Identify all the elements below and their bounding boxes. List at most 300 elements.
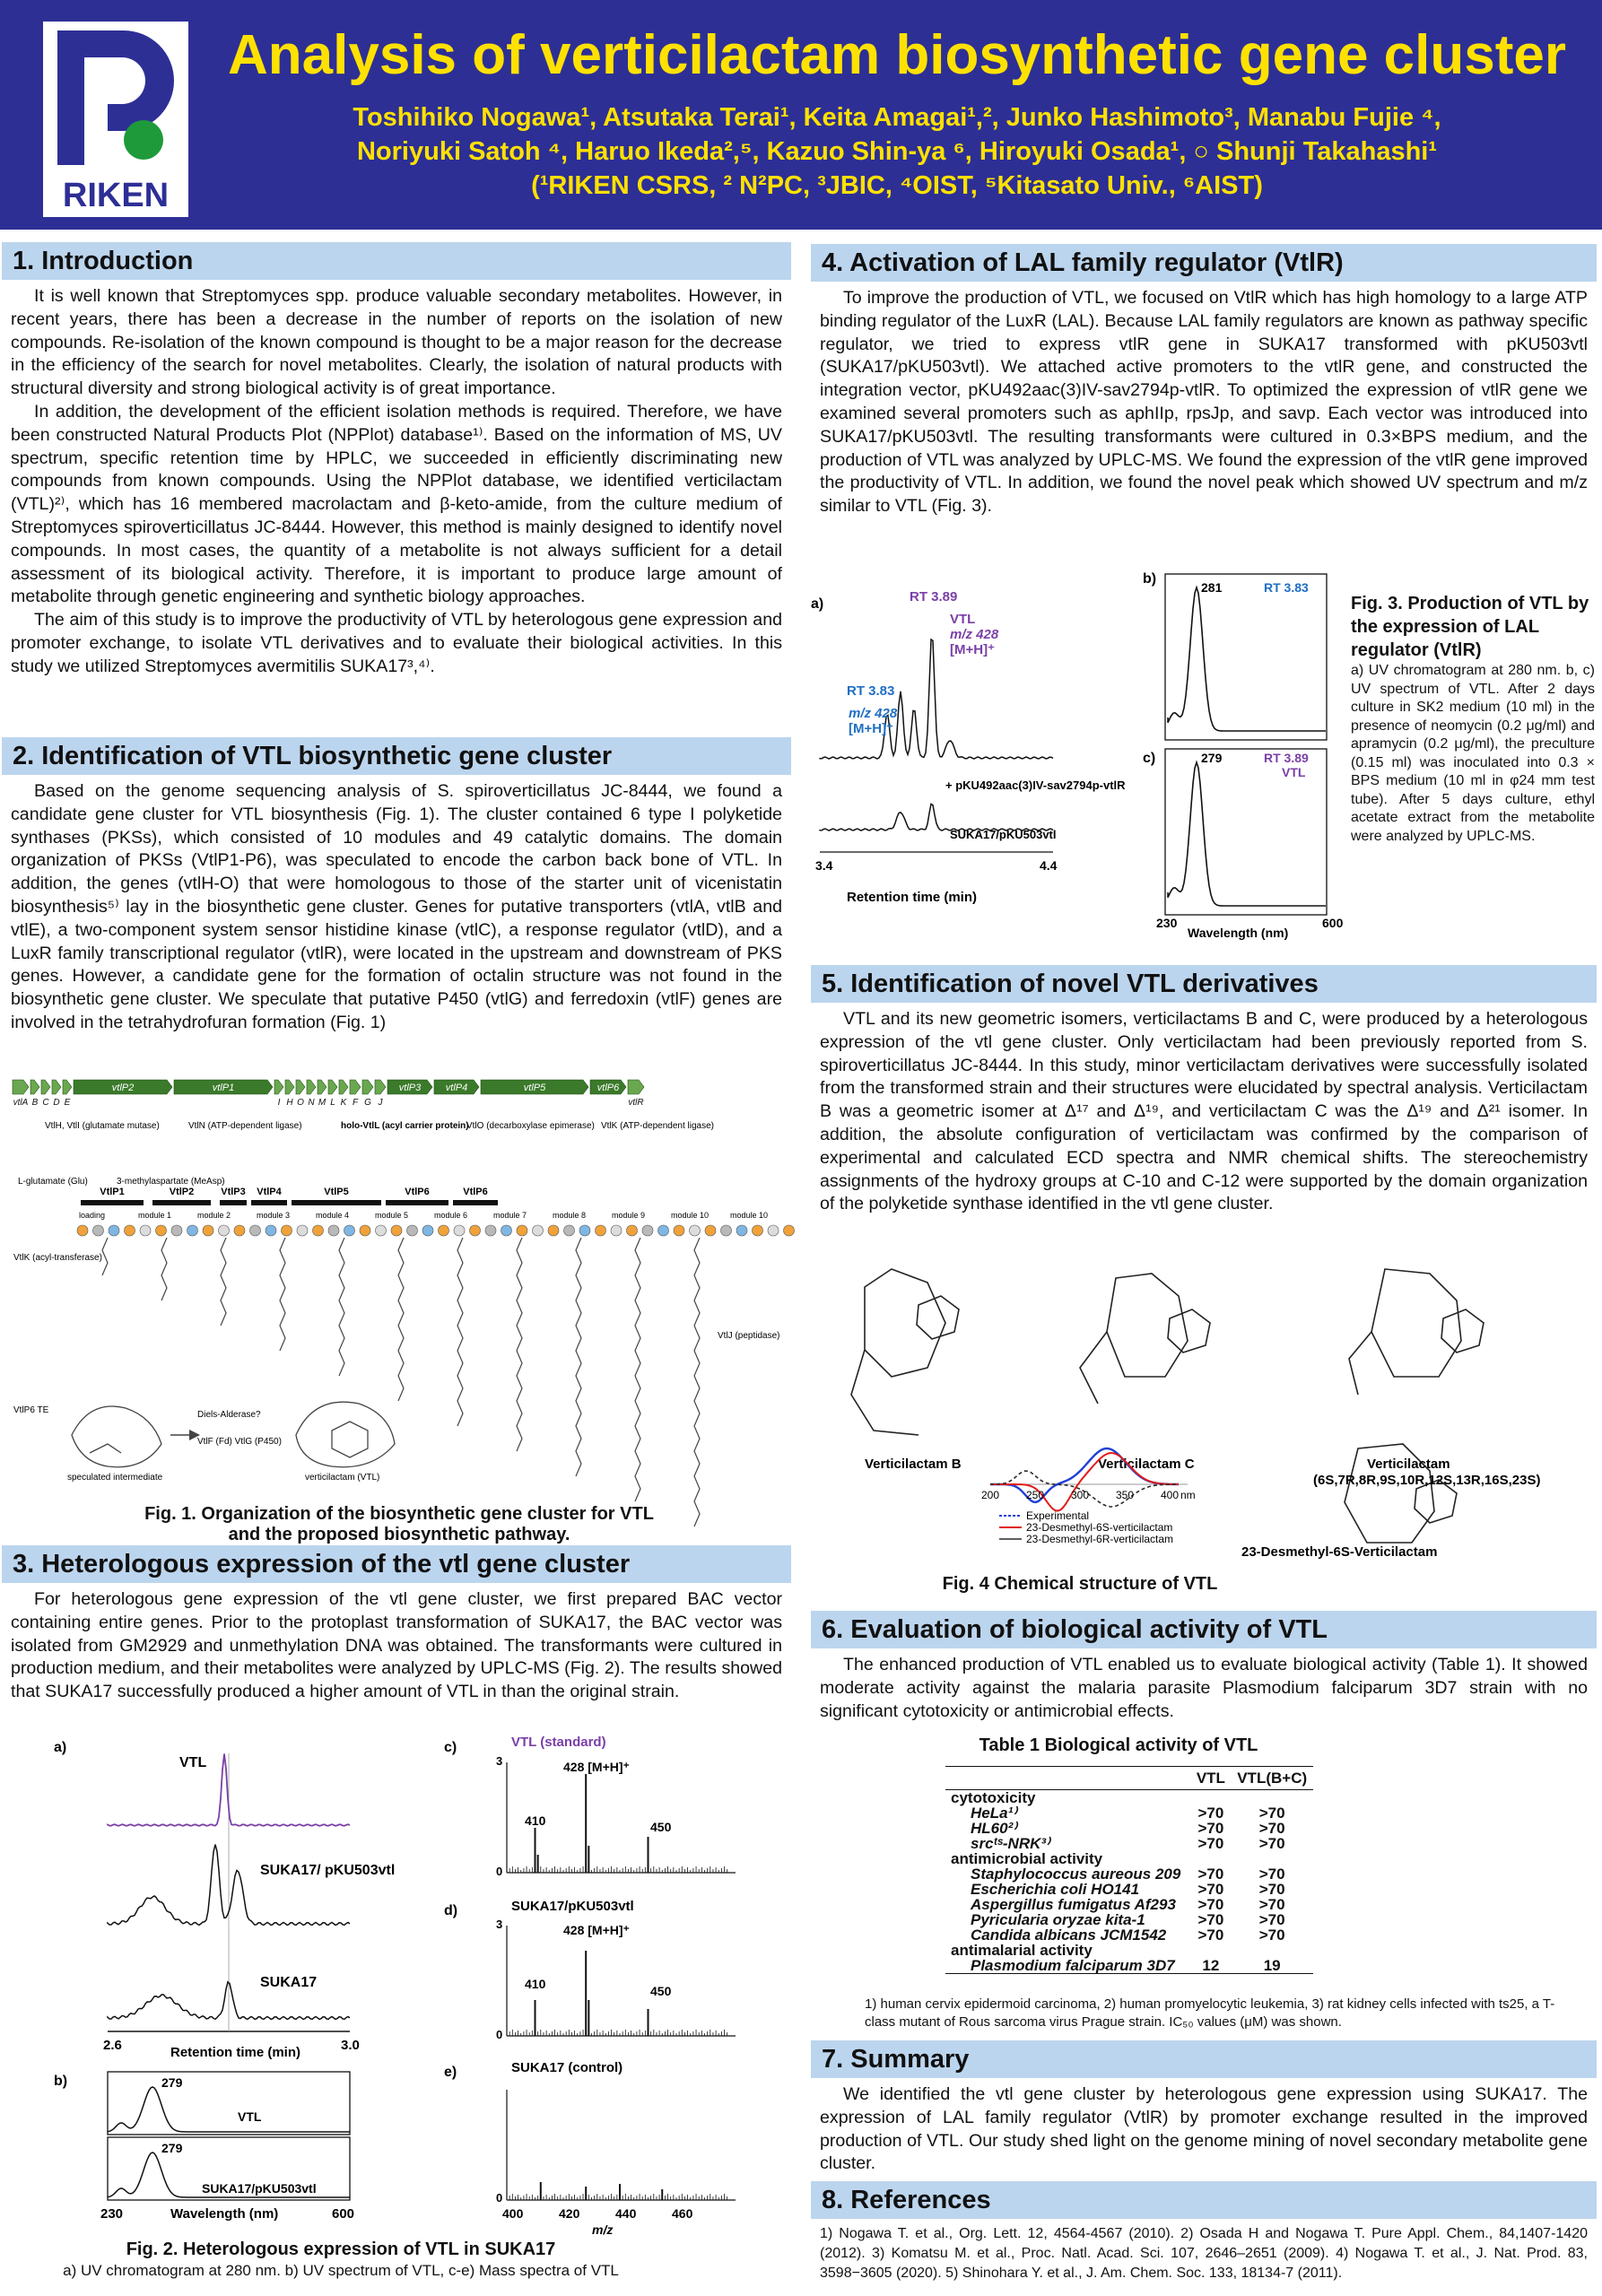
section-body bbox=[811, 1003, 1597, 1216]
row-label: Escherichia coli HO141 bbox=[971, 1881, 1140, 1898]
domain bbox=[501, 1225, 512, 1236]
row-value: >70 bbox=[1258, 1896, 1285, 1913]
module-label: module 9 bbox=[612, 1211, 646, 1220]
section-title: 1. Introduction bbox=[2, 242, 791, 280]
peak-label: 410 bbox=[525, 1813, 546, 1828]
pks-segment bbox=[292, 1200, 381, 1205]
table-row bbox=[945, 1958, 1313, 1974]
gene-label: vtlA bbox=[13, 1098, 29, 1108]
ms-title: VTL (standard) bbox=[511, 1735, 606, 1750]
ytick: 0 bbox=[496, 2028, 503, 2041]
trace-label: SUKA17 bbox=[260, 1975, 318, 1990]
gene-label: B bbox=[31, 1098, 39, 1108]
riken-logo bbox=[43, 22, 188, 217]
section-heterologous bbox=[2, 1545, 791, 1704]
section-bioactivity bbox=[811, 1611, 1597, 1723]
row-value: >70 bbox=[1197, 1911, 1224, 1928]
label-spec: speculated intermediate bbox=[67, 1473, 163, 1483]
section-title: 4. Activation of LAL family regulator (VtlR) bbox=[811, 244, 1597, 282]
tick: 230 bbox=[1156, 916, 1178, 930]
gene-arrow bbox=[63, 1080, 72, 1094]
pks-segment bbox=[220, 1200, 247, 1205]
pks-label: VtlP3 bbox=[221, 1187, 246, 1197]
fig2-chart bbox=[36, 1726, 789, 2247]
gene-arrows bbox=[13, 1080, 644, 1108]
row-value: >70 bbox=[1258, 1835, 1285, 1852]
tick: 600 bbox=[332, 2206, 355, 2222]
label-p450: VtlF (Fd) VtlG (P450) bbox=[197, 1437, 282, 1447]
row-value: >70 bbox=[1258, 1926, 1285, 1944]
row-value: >70 bbox=[1197, 1896, 1224, 1913]
fig2-subcaption: a) UV chromatogram at 280 nm. b) UV spectrum of VTL, c-e) Mass spectra of VTL bbox=[63, 2262, 619, 2279]
rt-label: RT 3.83 bbox=[1264, 580, 1309, 595]
row-value: >70 bbox=[1258, 1866, 1285, 1883]
module-label: module 6 bbox=[434, 1211, 468, 1220]
struct-name: Verticilactam C bbox=[1098, 1457, 1195, 1472]
label-vtlhi: VtlH, VtlI (glutamate mutase) bbox=[45, 1121, 160, 1131]
domain bbox=[564, 1225, 575, 1236]
section-title: 8. References bbox=[811, 2181, 1597, 2219]
pks-segment bbox=[453, 1200, 498, 1205]
domain bbox=[234, 1225, 245, 1236]
domain bbox=[376, 1225, 387, 1236]
uv-trace bbox=[1168, 762, 1326, 906]
chain bbox=[280, 1238, 285, 1351]
rt-label: RT 3.83 bbox=[847, 683, 895, 699]
domain bbox=[187, 1225, 198, 1236]
domain bbox=[109, 1225, 119, 1236]
domain bbox=[391, 1225, 402, 1236]
pks-segment bbox=[251, 1200, 287, 1205]
axis-label: Wavelength (nm) bbox=[170, 2206, 279, 2222]
structure-vtl bbox=[1349, 1269, 1484, 1395]
table-footnote: 1) human cervix epidermoid carcinoma, 2) human promyelocytic leukemia, 3) rat kidney cells infected with ts25, a T-class mutant of Rous sarcoma virus Prague strain. IC₅₀ values (μM) was shown. bbox=[865, 1996, 1555, 2030]
panel-e: e) bbox=[444, 2065, 457, 2080]
panel-c: c) bbox=[1143, 751, 1156, 766]
paragraph: The aim of this study is to improve the productivity of VTL by heterologous gene expression and promoter exchange, to isolate VTL derivatives and to evaluate their biological activities. In this study we utilized Streptomyces avermitilis SUKA17³,⁴⁾. bbox=[11, 610, 782, 676]
pks-segment bbox=[386, 1200, 448, 1205]
domain bbox=[422, 1225, 433, 1236]
ytick: 3 bbox=[496, 1918, 503, 1931]
mh-label: [M+H]⁺ bbox=[849, 721, 893, 736]
table-row bbox=[945, 1943, 1313, 1958]
gene-label: vtlP2 bbox=[111, 1083, 135, 1093]
gene-label: N bbox=[308, 1098, 315, 1108]
gene-arrow bbox=[285, 1080, 294, 1094]
trace-label: SUKA17/pKU503vtl bbox=[202, 2181, 317, 2196]
gene-arrow bbox=[307, 1080, 316, 1094]
gene-label: vtlP5 bbox=[523, 1083, 546, 1093]
section-introduction bbox=[2, 242, 791, 759]
gene-arrow bbox=[362, 1080, 373, 1094]
vtl-label: VTL bbox=[950, 612, 976, 627]
tick: 440 bbox=[615, 2206, 637, 2221]
peak-label: 279 bbox=[161, 2141, 183, 2155]
ytick: 0 bbox=[496, 2191, 503, 2205]
panel-c: c) bbox=[444, 1740, 457, 1755]
tick: 2.6 bbox=[103, 2038, 122, 2053]
peak-label: 279 bbox=[1201, 751, 1223, 765]
vtl-label: VTL bbox=[1282, 765, 1306, 779]
domain bbox=[768, 1225, 779, 1236]
peak-label: 281 bbox=[1201, 580, 1223, 595]
struct-name: 23-Desmethyl-6S-Verticilactam bbox=[1241, 1544, 1438, 1560]
figure-1 bbox=[9, 1058, 789, 1543]
row-value: >70 bbox=[1258, 1820, 1285, 1837]
domain bbox=[674, 1225, 684, 1236]
fig3-desc: a) UV chromatogram at 280 nm. b, c) UV spectrum of VTL. After 2 days culture in SK2 medium (10 ml) in the presence of neomycin (0.2 μg/ml) and apramycin (0.2 μg/ml), the preculture (0.15 ml) was inoculated into 0.3 × BPS medium (10 ml in φ24 mm test tube). After 5 days culture, ethyl acetate extract from the metabolite were analyzed by UPLC-MS. bbox=[1351, 663, 1595, 844]
chain bbox=[339, 1238, 344, 1376]
gene-arrow bbox=[375, 1080, 386, 1094]
peak-label: 428 [M+H]⁺ bbox=[563, 1923, 630, 1937]
gene-label: K bbox=[340, 1098, 347, 1108]
trace-label: + pKU492aac(3)IV-sav2794p-vtlR bbox=[945, 778, 1126, 792]
fig1-caption bbox=[9, 1504, 789, 1545]
section-body bbox=[811, 282, 1597, 518]
caption-line: Fig. 1. Organization of the biosynthetic gene cluster for VTL bbox=[144, 1504, 654, 1524]
pks-label: VtlP2 bbox=[169, 1187, 195, 1197]
module-label: module 8 bbox=[553, 1211, 587, 1220]
row-label: Pyricularia oryzae kita-1 bbox=[971, 1911, 1145, 1928]
row-value bbox=[1190, 1943, 1231, 1958]
uv-trace bbox=[108, 2087, 350, 2132]
section-summary bbox=[811, 2040, 1597, 2176]
peak-label: 428 [M+H]⁺ bbox=[563, 1760, 630, 1774]
section-title: 7. Summary bbox=[811, 2040, 1597, 2078]
gene-label: D bbox=[53, 1098, 60, 1108]
row-value: >70 bbox=[1197, 1805, 1224, 1822]
domain bbox=[627, 1225, 638, 1236]
table-row bbox=[945, 1851, 1313, 1866]
tick: 3.4 bbox=[815, 858, 833, 873]
tick: 420 bbox=[559, 2206, 580, 2221]
mz-label: m/z 428 bbox=[950, 627, 999, 642]
row-label: Staphylococcus aureous 209 bbox=[971, 1866, 1181, 1883]
gene-label: F bbox=[352, 1098, 359, 1108]
tick: 4.4 bbox=[1040, 858, 1058, 873]
axis-label: Retention time (min) bbox=[847, 890, 977, 905]
panel-b: b) bbox=[54, 2074, 68, 2089]
axis-label: Retention time (min) bbox=[170, 2045, 300, 2060]
trace-label: VTL bbox=[179, 1755, 207, 1770]
ecd-tick: 400 bbox=[1161, 1489, 1180, 1501]
trace-label: SUKA17/ pKU503vtl bbox=[260, 1863, 396, 1878]
structure-c bbox=[1080, 1274, 1210, 1404]
domain bbox=[721, 1225, 732, 1236]
gene-arrow bbox=[296, 1080, 305, 1094]
chain bbox=[635, 1238, 640, 1501]
row-value: 12 bbox=[1202, 1957, 1220, 1974]
domain bbox=[171, 1225, 182, 1236]
row-value: >70 bbox=[1197, 1820, 1224, 1837]
gene-label: I bbox=[277, 1098, 281, 1108]
gene-label: M bbox=[318, 1098, 326, 1108]
label-vtln: VtlN (ATP-dependent ligase) bbox=[188, 1121, 302, 1131]
label-glu: L-glutamate (Glu) bbox=[18, 1177, 88, 1187]
chain bbox=[517, 1238, 522, 1451]
panel-a: a) bbox=[811, 596, 824, 612]
axis-label: Wavelength (nm) bbox=[1188, 926, 1289, 940]
paragraph: In addition, the development of the efficient isolation methods is required. Therefore, we have been constructed Natural Products Plot (NPPlot) database¹⁾. Based on the information of MS, UV spectrum, specific retention time by HPLC, we succeeded in efficiently discriminating new compounds from known compounds. Using the NPPlot database, we identified verticilactam (VTL)²⁾, which has 16 membered macrolactam and β-keto-amide, from the culture medium of Streptomyces spiroverticillatus JC-8444. However, this method is mainly designed to identify novel compounds. In most cases, the quantity of a metabolite is not always sufficient for a detail assessment of its biological activity. Therefore, it is important to produce large amount of metabolite through genetic engineering and synthetic biology approaches. bbox=[11, 401, 782, 607]
domain bbox=[642, 1225, 653, 1236]
section-title: 6. Evaluation of biological activity of VTL bbox=[811, 1611, 1597, 1648]
gene-arrow bbox=[13, 1080, 29, 1094]
paragraph: We identified the vtl gene cluster by heterologous gene expression using SUKA17. The expression of LAL family regulator (VtlR) by promoter exchange resulted in the improved production of VTL. Our study shed light on the genome mining of novel secondary metabolite gene cluster. bbox=[820, 2084, 1588, 2174]
table-body bbox=[945, 1790, 1313, 1974]
table-row bbox=[945, 1882, 1313, 1897]
ecd-unit: nm bbox=[1180, 1489, 1196, 1501]
mz-label: m/z 428 bbox=[849, 706, 898, 721]
domain bbox=[533, 1225, 544, 1236]
module-label: module 10 bbox=[730, 1211, 769, 1220]
row-value: >70 bbox=[1197, 1926, 1224, 1944]
domain bbox=[736, 1225, 747, 1236]
ecd-tick: 350 bbox=[1116, 1489, 1135, 1501]
ecd-tick: 250 bbox=[1026, 1489, 1045, 1501]
gene-arrow bbox=[339, 1080, 348, 1094]
domain bbox=[611, 1225, 622, 1236]
table-row bbox=[945, 1821, 1313, 1836]
paragraph: Based on the genome sequencing analysis of S. spiroverticillatus JC-8444, we found a candidate gene cluster for VTL biosynthesis (Fig. 1). The cluster contained 6 type I polyketide synthases (PKSs), which consisted of 10 modules and 49 catalytic domains. The domain organization of PKSs (VtlP1-P6), was speculated to encode the carbon back bone of VTL. In addition, the genes (vtlH-O) that were homologous to those of the starter unit of vicenistatin biosynthesis⁵⁾ lay in the biosynthetic gene cluster. Genes for putative transporters (vtlA, vtlB and vtlE), a two-component system sensor histidine kinase (vtlC), a response regulator (vtlD), and a LuxR family transcriptional regulator (vtlR), were located in the upstream and downstream of PKS genes. However, a candidate gene for the formation of octalin structure was not found in the biosynthetic gene cluster. We speculate that putative P450 (vtlG) and ferredoxin (vtlF) genes are involved in the tetrahydrofuran formation (Fig. 1) bbox=[11, 781, 782, 1032]
row-value: >70 bbox=[1197, 1835, 1224, 1852]
domain bbox=[297, 1225, 308, 1236]
chain bbox=[694, 1238, 700, 1526]
domain bbox=[407, 1225, 418, 1236]
label-measp: 3-methylaspartate (MeAsp) bbox=[117, 1177, 225, 1187]
paragraph: For heterologous gene expression of the vtl gene cluster, we first prepared BAC vector containing entire genes. Prior to the protoplast transformation of SUKA17, the BAC vector was isolated from GM2929 and unmethylation DNA was obtained. The transformants were cultured in production medium, and their metabolites were analyzed by UPLC-MS (Fig. 2). The results showed that SUKA17 successfully produced a higher amount of VTL in than the original strain. bbox=[11, 1589, 782, 1702]
affiliations: (¹RIKEN CSRS, ² N²PC, ³JBIC, ⁴OIST, ⁵Kitasato Univ., ⁶AIST) bbox=[531, 171, 1263, 200]
row-value: >70 bbox=[1258, 1881, 1285, 1898]
fig4-caption: Fig. 4 Chemical structure of VTL bbox=[942, 1574, 1218, 1594]
header-cell: VTL(B+C) bbox=[1237, 1770, 1308, 1787]
tick: 3.0 bbox=[341, 2038, 360, 2053]
domain bbox=[596, 1225, 606, 1236]
gene-label: vtlP1 bbox=[212, 1083, 235, 1093]
domain bbox=[203, 1225, 213, 1236]
domain bbox=[705, 1225, 716, 1236]
pks-segment bbox=[81, 1200, 144, 1205]
row-value bbox=[1231, 1851, 1313, 1866]
axis-label: m/z bbox=[592, 2222, 614, 2237]
row-label: antimalarial activity bbox=[951, 1942, 1093, 1959]
domain bbox=[328, 1225, 339, 1236]
domain bbox=[77, 1225, 88, 1236]
peak-label: 410 bbox=[525, 1977, 546, 1991]
ytick: 0 bbox=[496, 1865, 503, 1878]
section-identification bbox=[2, 737, 791, 1035]
fig3-caption: Fig. 3. Production of VTL by the expression of LAL regulator (VtlR) bbox=[1351, 594, 1589, 660]
tick: 400 bbox=[502, 2206, 524, 2221]
gene-label: H bbox=[286, 1098, 293, 1108]
domain bbox=[784, 1225, 795, 1236]
domain bbox=[344, 1225, 355, 1236]
section-body bbox=[811, 2219, 1597, 2283]
pks-label: VtlP4 bbox=[257, 1187, 282, 1197]
domain bbox=[690, 1225, 701, 1236]
module-label: module 3 bbox=[257, 1211, 291, 1220]
table-row bbox=[945, 1866, 1313, 1882]
label-holo: holo-VtlL (acyl carrier protein) bbox=[341, 1121, 469, 1131]
row-label: HL60²⁾ bbox=[971, 1820, 1017, 1837]
row-label: Candida albicans JCM1542 bbox=[971, 1926, 1167, 1944]
trace-vtlr bbox=[820, 639, 1053, 759]
vtl-structure bbox=[296, 1402, 395, 1467]
module-label: module 7 bbox=[493, 1211, 527, 1220]
gene-label: E bbox=[64, 1098, 71, 1108]
domain bbox=[439, 1225, 449, 1236]
activity-table bbox=[945, 1766, 1313, 1974]
domain bbox=[579, 1225, 590, 1236]
legend-entry: Experimental bbox=[1026, 1509, 1090, 1522]
module-label: module 4 bbox=[316, 1211, 350, 1220]
row-value: >70 bbox=[1258, 1805, 1285, 1822]
struct-name: Verticilactam bbox=[1367, 1457, 1450, 1472]
domain bbox=[360, 1225, 370, 1236]
domain bbox=[454, 1225, 465, 1236]
label-vtlk2: VtlK (acyl-transferase) bbox=[13, 1253, 102, 1263]
authors-line2: Noriyuki Satoh ⁴, Haruo Ikeda²,⁵, Kazuo Shin-ya ⁶, Hiroyuki Osada¹, ○ Shunji Takahashi¹ bbox=[356, 137, 1438, 166]
gene-label: O bbox=[297, 1098, 304, 1108]
row-value: 19 bbox=[1263, 1957, 1281, 1974]
domain bbox=[517, 1225, 527, 1236]
chain bbox=[161, 1238, 167, 1300]
gene-label: vtlP3 bbox=[398, 1083, 422, 1093]
row-value: >70 bbox=[1258, 1911, 1285, 1928]
paragraph: To improve the production of VTL, we focused on VtlR which has high homology to a large ATP binding regulator of the LuxR (LAL). Because LAL family regulators are known as pathway specific regulator, we tried to express vtlR gene in SUKA17 transformed with pKU503vtl (SUKA17/pKU503vtl). We attached active promoters to the vtlR gene, and constructed the integration vector, pKU492aac(3)IV-sav2794p-vtlR. To optimized the expression of vtlR gene we examined several promoters such as aphIIp, rpsJp, and savp. Each vector was introduced into SUKA17/pKU503vtl. The resulting transformants were cultured in 0.3×BPS medium, and the production of VTL was analyzed by UPLC-MS. We found the expression of the vtlR gene improved the productivity of VTL. In addition, we found the novel peak which showed UV spectrum and m/z similar to VTL (Fig. 3). bbox=[820, 288, 1588, 517]
domain bbox=[658, 1225, 669, 1236]
gene-label: vtlR bbox=[628, 1098, 644, 1108]
header-cell bbox=[945, 1767, 1190, 1790]
table-1 bbox=[811, 1735, 1597, 2030]
panel-d: d) bbox=[444, 1903, 458, 1918]
section-title: 5. Identification of novel VTL derivatives bbox=[811, 965, 1597, 1003]
riken-logo-icon bbox=[43, 22, 188, 217]
gene-label: L bbox=[330, 1098, 335, 1108]
gene-arrow bbox=[41, 1080, 50, 1094]
rt-label: RT 3.89 bbox=[1264, 751, 1309, 765]
fig3-caption-block bbox=[1351, 592, 1595, 846]
ms-title: SUKA17 (control) bbox=[511, 2060, 623, 2075]
chain bbox=[221, 1238, 226, 1326]
ecd-ticks bbox=[981, 1489, 1179, 1501]
gene-label: vtlP6 bbox=[596, 1083, 620, 1093]
chain bbox=[576, 1238, 581, 1476]
panel-a: a) bbox=[54, 1740, 67, 1755]
module-label: loading bbox=[79, 1211, 106, 1220]
struct-config: (6S,7R,8R,9S,10R,12S,13R,16S,23S) bbox=[1313, 1473, 1541, 1488]
gene-arrow bbox=[328, 1080, 337, 1094]
gene-label: J bbox=[378, 1098, 383, 1108]
chain bbox=[398, 1238, 404, 1401]
label-vtlj: VtlJ (peptidase) bbox=[718, 1331, 780, 1341]
domain bbox=[219, 1225, 230, 1236]
label-te: VtlP6 TE bbox=[13, 1405, 49, 1415]
paragraph: The enhanced production of VTL enabled us to evaluate biological activity (Table 1). It showed moderate activity against the malaria parasite Plasmodium falciparum 3D7 strain with no significant cytotoxicity or antimicrobial effects. bbox=[820, 1655, 1588, 1721]
row-value bbox=[1231, 1943, 1313, 1958]
figure-4 bbox=[811, 1242, 1597, 1605]
module-label: module 2 bbox=[197, 1211, 231, 1220]
ecd-tick: 300 bbox=[1071, 1489, 1090, 1501]
pks-label: VtlP6 bbox=[405, 1187, 430, 1197]
domain bbox=[470, 1225, 481, 1236]
gene-arrow bbox=[628, 1080, 644, 1094]
section-body bbox=[811, 1648, 1597, 1723]
references-text: 1) Nogawa T. et al., Org. Lett. 12, 4564-4567 (2010). 2) Osada H and Nogawa T. Pure Appl. Chem., 84,1407-1420 (2012). 3) Komatsu M. et al., Proc. Natl. Acad. Sci. 107, 2646–2651 (2009). 4) Nogawa T. et al., J. Nat. Prod. 83, 3598−3605 (2020). 5) Shinohara Y. et al., J. Am. Chem. Soc. 133, 18134-7 (2011). bbox=[820, 2226, 1588, 2281]
domain bbox=[266, 1225, 276, 1236]
ms-title: SUKA17/pKU503vtl bbox=[511, 1899, 634, 1914]
ytick: 3 bbox=[496, 1754, 503, 1768]
intermediate-structure bbox=[72, 1406, 161, 1467]
section-title: 3. Heterologous expression of the vtl gene cluster bbox=[2, 1545, 791, 1583]
table-row bbox=[945, 1805, 1313, 1821]
domain bbox=[753, 1225, 763, 1236]
module-label: module 10 bbox=[671, 1211, 710, 1220]
section-body bbox=[2, 1583, 791, 1704]
gene-arrow bbox=[350, 1080, 361, 1094]
caption-line: and the proposed biosynthetic pathway. bbox=[228, 1525, 570, 1544]
trace-pku503 bbox=[820, 804, 1053, 831]
pks-label: VtlP6 bbox=[463, 1187, 488, 1197]
panel-b: b) bbox=[1143, 571, 1157, 587]
pks-label: VtlP5 bbox=[324, 1187, 349, 1197]
fig2-caption: Fig. 2. Heterologous expression of VTL in SUKA17 bbox=[126, 2239, 556, 2259]
section-references bbox=[811, 2181, 1597, 2283]
table-title: Table 1 Biological activity of VTL bbox=[979, 1735, 1258, 1755]
fig4-structures bbox=[811, 1242, 1597, 1570]
tick: 460 bbox=[672, 2206, 693, 2221]
row-label: srcᵗˢ-NRK³⁾ bbox=[971, 1835, 1050, 1852]
mh-label: [M+H]⁺ bbox=[950, 642, 995, 657]
domain bbox=[156, 1225, 167, 1236]
header-cell: VTL bbox=[1196, 1770, 1225, 1787]
label-vtlo: VtlO (decarboxylase epimerase) bbox=[466, 1121, 595, 1131]
trace-label: SUKA17/pKU503vtl bbox=[950, 828, 1057, 841]
gene-label: vtlP4 bbox=[445, 1083, 468, 1093]
section-title: 2. Identification of VTL biosynthetic gene cluster bbox=[2, 737, 791, 775]
domain bbox=[250, 1225, 261, 1236]
row-label: cytotoxicity bbox=[951, 1789, 1036, 1806]
peak-label: 450 bbox=[650, 1820, 672, 1834]
pks-label: VtlP1 bbox=[100, 1187, 125, 1197]
row-value: >70 bbox=[1197, 1881, 1224, 1898]
row-label: HeLa¹⁾ bbox=[971, 1805, 1017, 1822]
table-row bbox=[945, 1912, 1313, 1927]
paragraph: It is well known that Streptomyces spp. produce valuable secondary metabolites. However, in recent years, there has been a decrease in the number of reports on the isolation of new compounds. Re-isolation of the known compound is thought to be a major reason for the decrease in the efficiency of the search for novel metabolites. Clearly, the isolation of natural products with structural diversity and strong biological activity is of great importance. bbox=[11, 286, 782, 399]
chain bbox=[102, 1238, 108, 1275]
row-label: Aspergillus fumigatus Af293 bbox=[971, 1896, 1176, 1913]
domain bbox=[125, 1225, 135, 1236]
label-vtl: verticilactam (VTL) bbox=[305, 1473, 380, 1483]
uv-trace bbox=[1168, 587, 1326, 731]
label-vtlk: VtlK (ATP-dependent ligase) bbox=[601, 1121, 714, 1131]
table-row bbox=[945, 1927, 1313, 1943]
tick: 230 bbox=[100, 2206, 124, 2222]
row-label: antimicrobial activity bbox=[951, 1850, 1103, 1867]
row-value bbox=[1190, 1790, 1231, 1806]
table-row bbox=[945, 1836, 1313, 1851]
chain bbox=[457, 1238, 463, 1426]
pks-bar bbox=[77, 1187, 795, 1236]
table-row bbox=[945, 1897, 1313, 1912]
logo-text: RIKEN bbox=[62, 177, 170, 214]
paragraph: VTL and its new geometric isomers, verticilactams B and C, were produced by a heterologous expression of the vtl gene cluster. Only verticilactam had been previously reported from S. spiroverticillatus JC-8444. In this study, minor verticilactam derivatives were successfully isolated from the transformed strain and their structures were elucidated by spectral analysis. Verticilactam B was a geometric isomer at Δ¹⁷ and Δ¹⁹, and verticilactam C was the Δ¹⁹ and Δ²¹ isomer. In addition, the absolute configuration of verticilactam was confirmed by the comparison of experimental and calculated ECD spectra and NMR chemical shifts. The stereochemistry assignments of the hydroxy groups at C-10 and C-12 were supported by the domain organization of the polyketide synthase identified in the vtl gene cluster. bbox=[820, 1009, 1588, 1214]
authors bbox=[206, 100, 1588, 203]
struct-name: Verticilactam B bbox=[865, 1457, 962, 1472]
domain bbox=[548, 1225, 559, 1236]
domain bbox=[282, 1225, 292, 1236]
fig3-chart bbox=[811, 565, 1344, 942]
gene-arrow bbox=[318, 1080, 326, 1094]
